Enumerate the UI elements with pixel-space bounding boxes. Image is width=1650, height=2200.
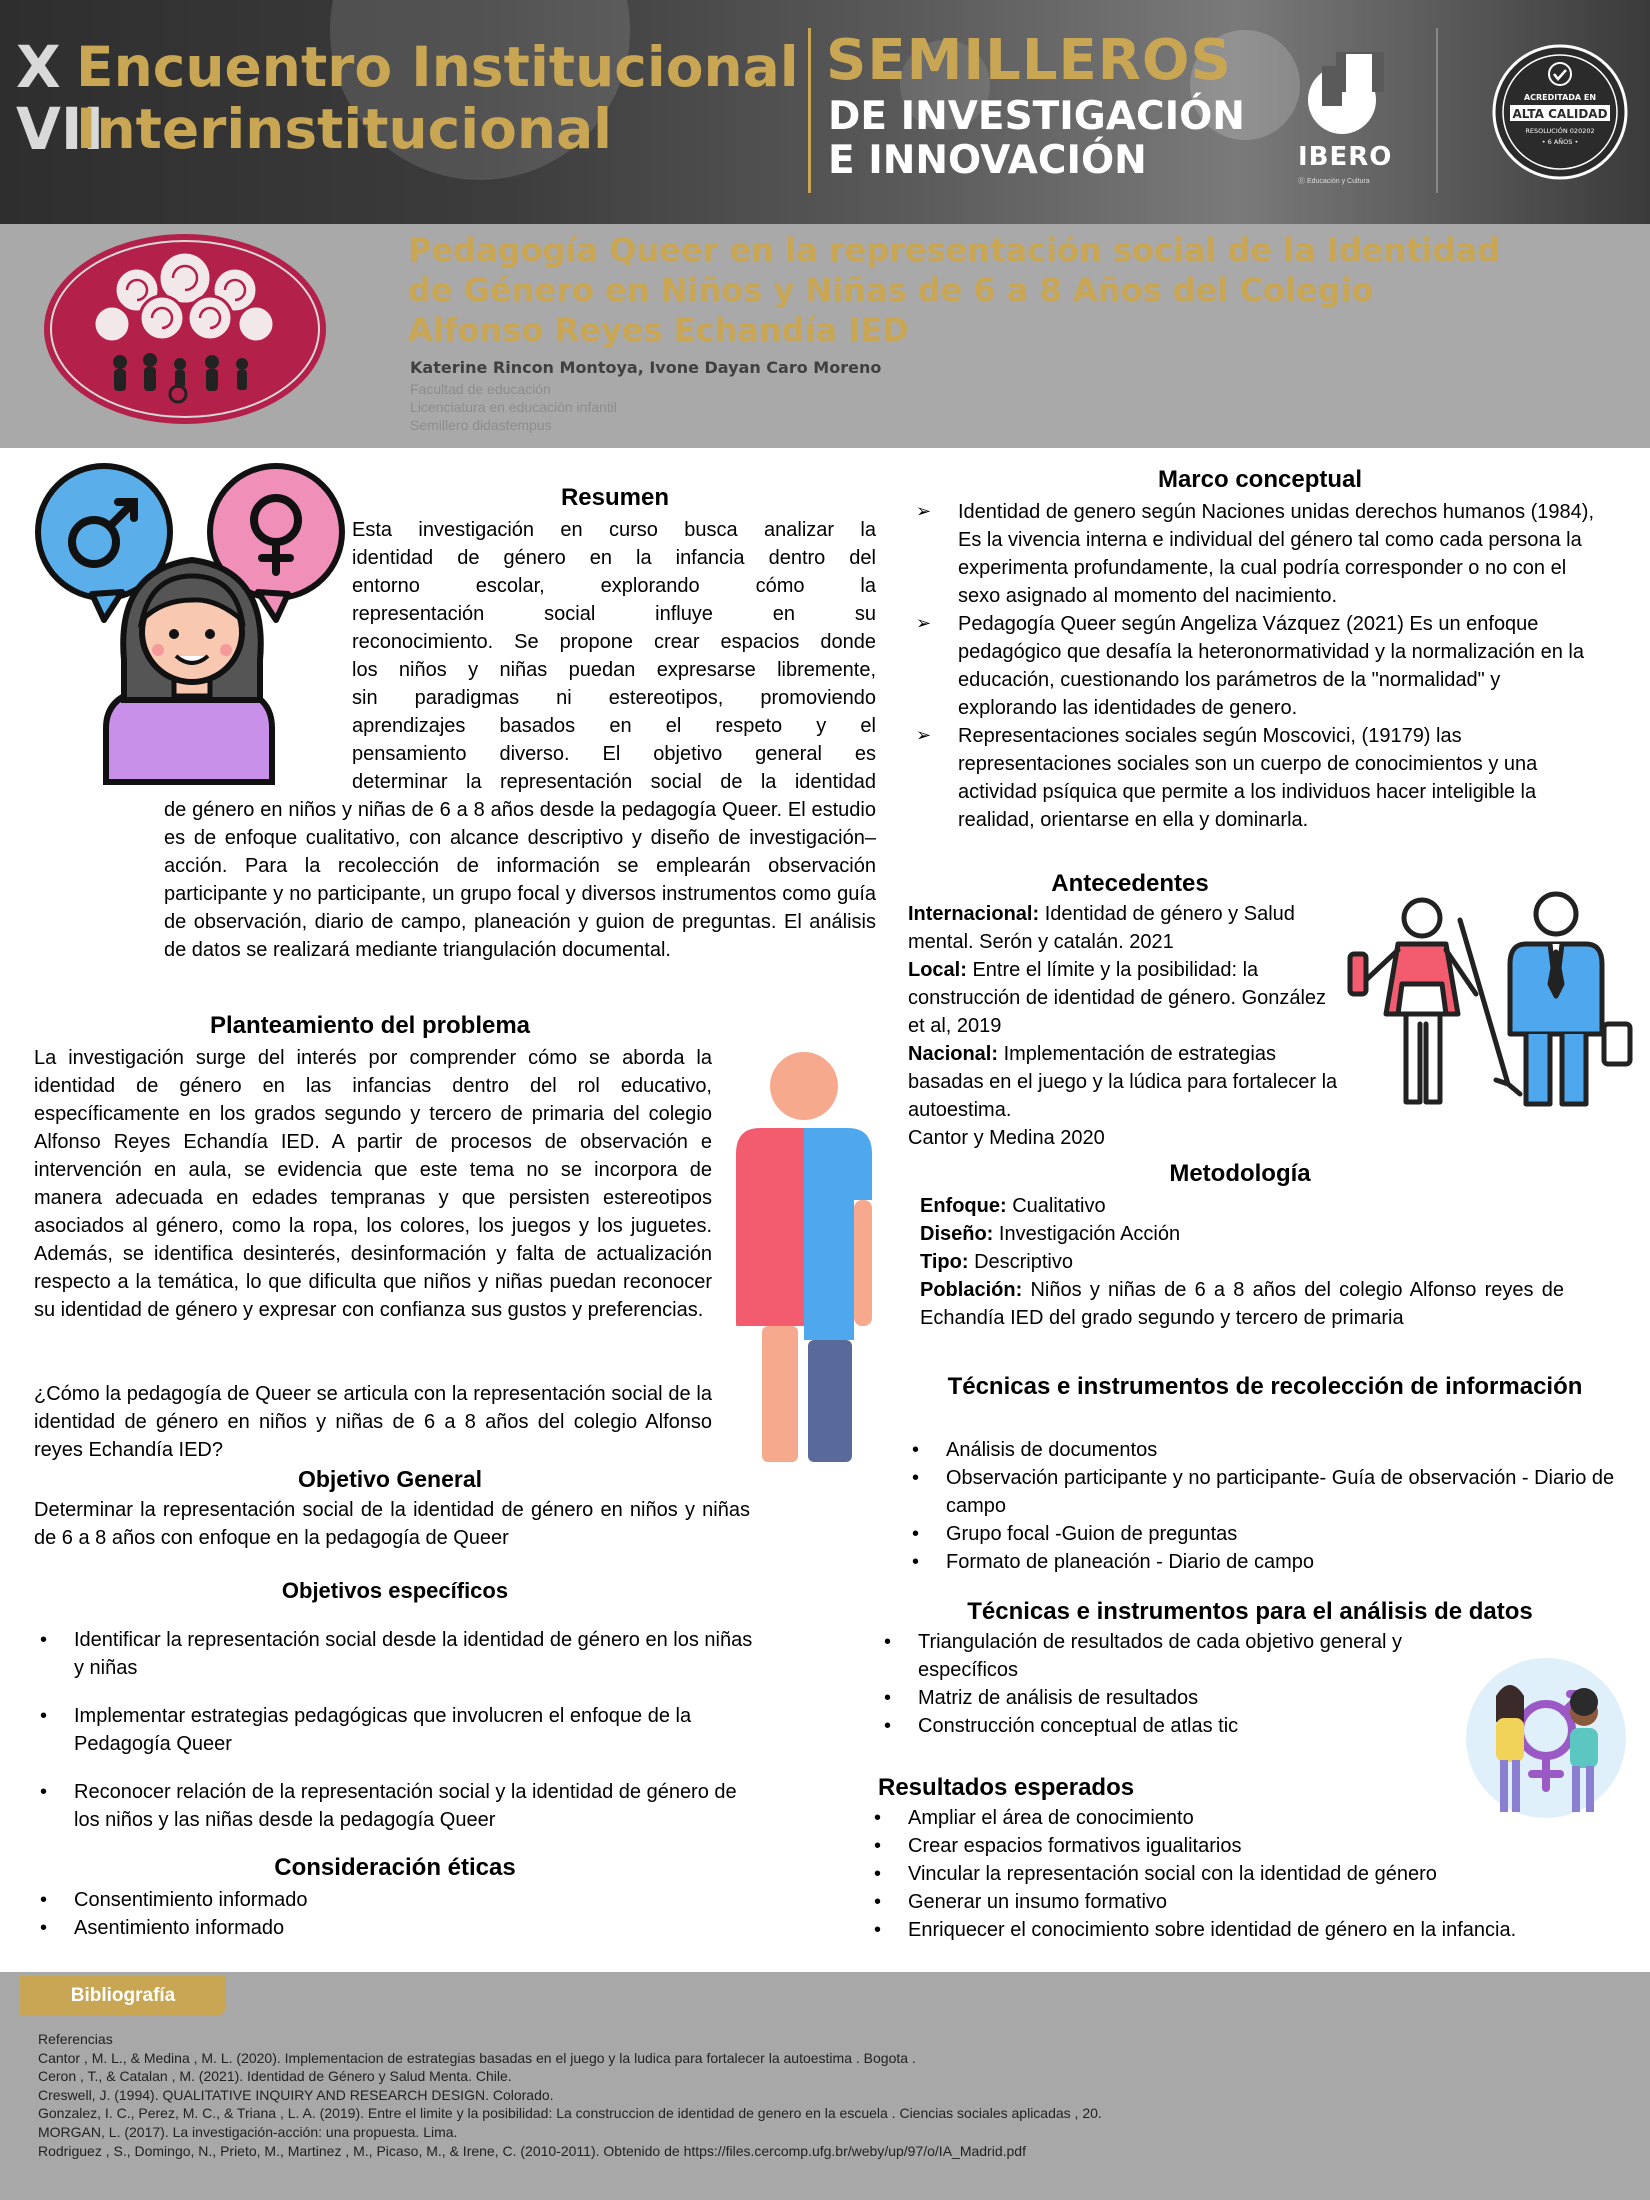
bibliography-tab: Bibliografía <box>20 1976 226 2016</box>
metodologia-diseno: Diseño: Investigación Acción <box>920 1223 1181 1245</box>
metodologia-enfoque: Enfoque: Cualitativo <box>920 1195 1106 1217</box>
antecedentes-heading: Antecedentes <box>1051 870 1209 897</box>
seal-divider <box>1436 28 1438 193</box>
seal-text-3: RESOLUCIÓN 020202 <box>1525 127 1595 135</box>
recoleccion-heading: Técnicas e instrumentos de recolección de información <box>947 1373 1583 1400</box>
list-item: • Enriquecer el conocimiento sobre identidad de género en la infancia. <box>868 1916 1538 1944</box>
planteamiento-text: La investigación surge del interés por comprender cómo se aborda la identidad de género en las infancias dentro del rol educativo, específicamente en los grados segundo y tercero de primaria del colegio Alfonso Reyes Echandía IED. A partir de procesos de observación e intervención en aula, se evidencia que este tema no se incorpora de manera adecuada en edades tempranas y que persisten estereotipos asociados al género, como la ropa, los colores, los juegos y los juguetes. Además, se identifica desinterés, desinformación y falta de actualización respecto a la temática, lo que dificulta que niños y niñas puedan reconocer su identidad de género y expresar con confianza sus gustos y preferencias. <box>34 1047 712 1321</box>
list-item: • Formato de planeación - Diario de campo <box>906 1548 1626 1576</box>
half-gender-figure-icon <box>730 1050 890 1466</box>
resumen-line: aprendizajes basados en el respeto y el <box>352 715 876 737</box>
resumen-line: reconocimiento. Se propone crear espacios donde <box>352 631 876 653</box>
list-item: • Consentimiento informado <box>34 1886 754 1914</box>
ibero-logo-icon <box>1300 52 1384 136</box>
planteamiento-heading: Planteamiento del problema <box>209 1012 531 1039</box>
list-item: • Implementar estrategias pedagógicas que involucren el enfoque de la Pedagogía Queer <box>34 1702 754 1758</box>
list-item: ➢ Identidad de genero según Naciones unidas derechos humanos (1984), Es la vivencia interna e individual del género tal como cada persona la experimenta profundamente, la cual podría corresponder o no con el sexo asignado al momento del nacimiento. <box>916 498 1604 610</box>
authors: Katerine Rincon Montoya, Ivone Dayan Caro Moreno <box>410 358 882 377</box>
event-title: Encuentro Institucional Interinstitucional <box>76 35 799 161</box>
semilleros-subtitle-1: DE INVESTIGACIÓN <box>828 94 1245 139</box>
marco-list <box>916 498 1604 834</box>
children-gender-icon <box>1460 1652 1630 1824</box>
affiliation-faculty: Facultad de educación <box>410 381 551 397</box>
resumen-line: pensamiento diverso. El objetivo general es <box>352 743 876 765</box>
reference-item: Creswell, J. (1994). QUALITATIVE INQUIRY AND RESEARCH DESIGN. Colorado. <box>38 2086 554 2103</box>
reference-item: MORGAN, L. (2017). La investigación-acción: una propuesta. Lima. <box>38 2123 458 2140</box>
reference-item: Ceron , T., & Catalan , M. (2021). Identidad de Género y Salud Menta. Chile. <box>38 2068 512 2085</box>
research-question: ¿Cómo la pedagogía de Queer se articula con la representación social de la identidad de género en niños y niñas de 6 a 8 años del colegio Alfonso reyes Echandía IED? <box>34 1383 712 1461</box>
resultados-list <box>868 1804 1538 1944</box>
semilleros-subtitle-2: E INNOVACIÓN <box>828 138 1147 183</box>
resumen-heading: Resumen <box>560 484 670 511</box>
eticas-list <box>34 1886 754 1942</box>
child-avatar-icon <box>32 460 348 792</box>
list-item: • Asentimiento informado <box>34 1914 754 1942</box>
reference-item: Gonzalez, I. C., Perez, M. C., & Triana , L. A. (2019). Entre el limite y la posibilidad: La construccion de identidad de genero en la escuela . Ciencias sociales aplicadas , 20. <box>38 2105 1102 2122</box>
edition-roman-numerals: X VII <box>16 33 105 163</box>
antecedente-nacional-ref: Cantor y Medina 2020 <box>908 1127 1105 1149</box>
semilleros-title: SEMILLEROS <box>826 28 1232 93</box>
affiliation-seedbed: Semillero didastempus <box>410 417 552 433</box>
list-item: • Reconocer relación de la representación social y la identidad de género de los niños y las niñas desde la pedagogía Queer <box>34 1778 754 1834</box>
references <box>38 2030 1598 2160</box>
header-divider <box>808 28 811 193</box>
metodologia-text <box>920 1192 1564 1332</box>
alta-calidad-seal-icon <box>1484 42 1636 182</box>
resumen-line: los niños y niñas puedan expresarse libremente, <box>352 659 876 681</box>
list-item: • Identificar la representación social desde la identidad de género en los niñas y niñas <box>34 1626 754 1682</box>
recoleccion-list <box>906 1436 1626 1576</box>
list-item: • Generar un insumo formativo <box>868 1888 1538 1916</box>
list-item: • Grupo focal -Guion de preguntas <box>906 1520 1626 1548</box>
resumen-line: representación social influye en su <box>352 603 876 625</box>
reference-item: Rodriguez , S., Domingo, N., Prieto, M., Martinez , M., Picaso, M., & Irene, C. (2010-2011). Obtenido de https://files.cercomp.ufg.br/weby/up/97/o/IA_Madrid.pdf <box>38 2142 1026 2159</box>
antecedente-local: Local: Entre el límite y la posibilidad: la construcción de identidad de género. González et al, 2019 <box>908 959 1327 1037</box>
seal-text-4: • 6 AÑOS • <box>1541 138 1579 146</box>
ibero-tagline: Ⓡ Educación y Cultura <box>1298 178 1370 185</box>
antecedente-nacional: Nacional: Implementación de estrategias basadas en el juego y la lúdica para fortalecer la autoestima. <box>908 1043 1338 1121</box>
list-item: • Construcción conceptual de atlas tic <box>878 1712 1490 1740</box>
antecedente-internacional: Internacional: Identidad de género y Salud mental. Serón y catalán. 2021 <box>908 903 1295 953</box>
list-item: ➢ Representaciones sociales según Moscovici, (19179) las representaciones sociales son un cuerpo de conocimientos y una actividad psíquica que permite a los individuos hacer inteligible la realidad, orientarse en ella y dominarla. <box>916 722 1604 834</box>
resultados-heading: Resultados esperados <box>878 1774 1135 1801</box>
list-item: • Crear espacios formativos igualitarios <box>868 1832 1538 1860</box>
references-heading: Referencias <box>38 2031 113 2047</box>
seedbed-logo-icon <box>42 232 328 426</box>
affiliation-program: Licenciatura en educación infantil <box>410 399 618 415</box>
analisis-heading: Técnicas e instrumentos para el análisis de datos <box>967 1598 1533 1625</box>
resumen-line: entorno escolar, explorando cómo la <box>352 575 876 597</box>
list-item: • Matriz de análisis de resultados <box>878 1684 1490 1712</box>
resumen-line: identidad de género en la infancia dentro del <box>352 547 876 569</box>
analisis-list <box>878 1628 1490 1740</box>
objetivos-especificos-heading: Objetivos específicos <box>281 1578 509 1603</box>
seal-text-1: ACREDITADA EN <box>1523 93 1597 102</box>
list-item: • Análisis de documentos <box>906 1436 1626 1464</box>
resumen-line: determinar la representación social de la identidad <box>352 771 876 793</box>
list-item: • Observación participante y no participante- Guía de observación - Diario de campo <box>906 1464 1626 1520</box>
resumen-line: sin paradigmas ni estereotipos, promoviendo <box>352 687 876 709</box>
list-item: • Vincular la representación social con la identidad de género <box>868 1860 1538 1888</box>
ibero-wordmark: IBERO <box>1298 142 1393 172</box>
reference-item: Cantor , M. L., & Medina , M. L. (2020). Implementacion de estrategias basadas en el juego y la ludica para fortalecer la autoestima . Bogota . <box>38 2049 916 2066</box>
list-item: • Ampliar el área de conocimiento <box>868 1804 1538 1832</box>
poster-title: Pedagogía Queer en la representación social de la Identidad de Género en Niños y Niñas de 6 a 8 Años del Colegio Alfonso Reyes Echandía IED <box>408 231 1501 349</box>
objetivo-general-heading: Objetivo General <box>297 1466 483 1492</box>
metodologia-heading: Metodología <box>1169 1160 1311 1187</box>
objetivo-general-text: Determinar la representación social de la identidad de género en niños y niñas de 6 a 8 años con enfoque en la pedagogía de Queer <box>34 1499 750 1549</box>
eticas-heading: Consideración éticas <box>274 1854 516 1881</box>
metodologia-poblacion: Población: Niños y niñas de 6 a 8 años del colegio Alfonso reyes de Echandía IED del grado segundo y tercero de primaria <box>920 1279 1564 1329</box>
objetivos-especificos-list <box>34 1626 754 1834</box>
marco-heading: Marco conceptual <box>1157 466 1363 493</box>
resumen-text: de género en niños y niñas de 6 a 8 años desde la pedagogía Queer. El estudio es de enfoque cualitativo, con alcance descriptivo y diseño de investigación–acción. Para la recolección de información se emplearán observación participante y no participante, un grupo focal y diversos instrumentos como guía de observación, diario de campo, planeación y guion de preguntas. El análisis de datos se realizará mediante triangulación documental. <box>164 799 876 961</box>
list-item: • Triangulación de resultados de cada objetivo general y específicos <box>878 1628 1490 1684</box>
list-item: ➢ Pedagogía Queer según Angeliza Vázquez (2021) Es un enfoque pedagógico que desafía la heteronormatividad y la normalización en la educación, cuestionando los parámetros de la "normalidad" y explorando las identidades de genero. <box>916 610 1604 722</box>
resumen-line: Esta investigación en curso busca analizar la <box>352 519 876 541</box>
seal-text-2: ALTA CALIDAD <box>1512 107 1608 121</box>
metodologia-tipo: Tipo: Descriptivo <box>920 1251 1073 1273</box>
antecedentes-text <box>908 900 1338 1152</box>
resumen-wrapped-text <box>352 516 876 796</box>
man-suitcase-icon <box>1490 884 1636 1114</box>
